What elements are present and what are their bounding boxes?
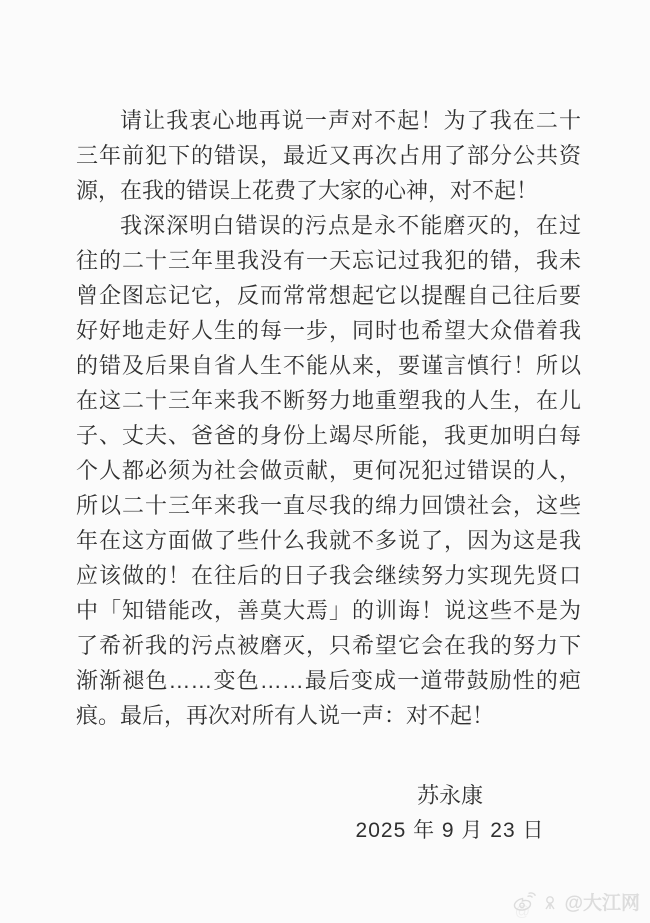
site-logo-icon bbox=[541, 893, 559, 911]
signature-block bbox=[76, 778, 581, 848]
watermark-text: @大江网 bbox=[564, 893, 640, 914]
watermark-ghost: @ bbox=[514, 903, 532, 920]
watermark bbox=[512, 888, 640, 915]
letter-paragraph-2: 我深深明白错误的污点是永不能磨灭的，在过往的二十三年里我没有一天忘记过我犯的错，我未曾企图忘记它，反而常常想起它以提醒自己往后要好好地走好人生的每一步，同时也希望大众借着我的错及后果自省人生不能从来，要谨言慎行！所以在这二十三年来我不断努力地重塑我的人生，在儿子、丈夫、爸爸的身份上竭尽所能，我更加明白每个人都必须为社会做贡献，更何况犯过错误的人，所以二十三年来我一直尽我的绵力回馈社会，这些年在这方面做了些什么我就不多说了，因为这是我应该做的！在往后的日子我会继续努力实现先贤口中「知错能改，善莫大焉」的训诲！说这些不是为了希祈我的污点被磨灭，只希望它会在我的努力下渐渐褪色……变色……最后变成一道带鼓励性的疤痕。最后，再次对所有人说一声：对不起！ bbox=[76, 213, 581, 728]
letter-paragraph-1: 请让我衷心地再说一声对不起！为了我在二十三年前犯下的错误，最近又再次占用了部分公共资源，在我的错误上花费了大家的心神，对不起！ bbox=[76, 108, 581, 203]
signature-name: 苏永康 bbox=[416, 783, 483, 808]
letter-body bbox=[76, 103, 581, 848]
weibo-icon bbox=[512, 892, 536, 912]
signature-date: 2025 年 9 月 23 日 bbox=[355, 819, 545, 842]
